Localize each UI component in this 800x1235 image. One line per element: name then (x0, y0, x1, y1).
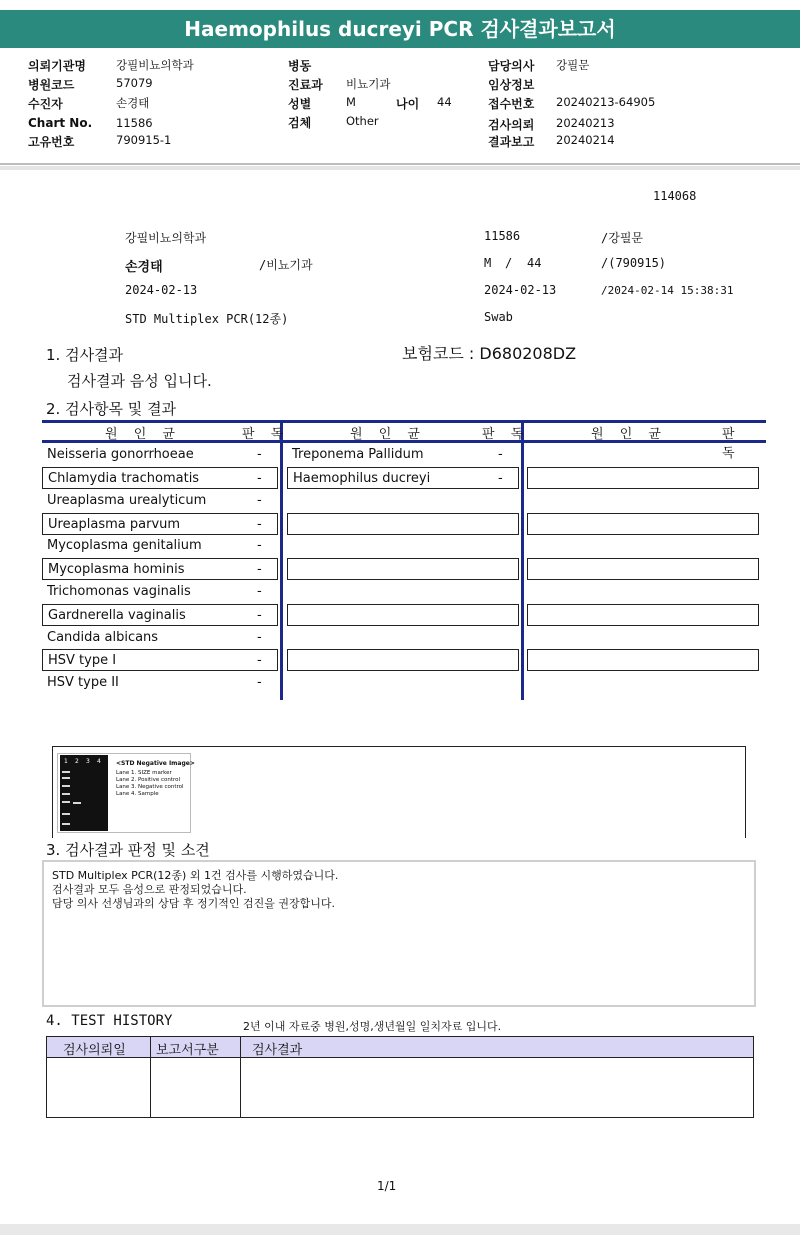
organism-name: Neisseria gonorrhoeae (47, 447, 194, 462)
organism-name: Chlamydia trachomatis (48, 471, 200, 486)
judgement: - (257, 493, 262, 508)
gel-caption-line: Lane 3. Negative control (116, 784, 184, 790)
judgement: - (257, 630, 262, 645)
organism-name: Mycoplasma genitalium (47, 538, 202, 553)
table-row (42, 672, 278, 694)
judgement: - (498, 471, 503, 486)
section1-result: 검사결과 음성 입니다. (67, 372, 212, 390)
organism-name: Mycoplasma hominis (48, 562, 185, 577)
table-row (42, 581, 278, 603)
col-judgement-header: 판 독 (722, 427, 741, 461)
organism-name: HSV type II (47, 675, 119, 690)
table-row (42, 535, 278, 557)
organism-name: HSV type I (48, 653, 117, 668)
gel-caption (116, 760, 195, 798)
marker-band (62, 823, 70, 825)
record-clinic: 강필비뇨의학과 (125, 231, 207, 245)
organism-name: Ureaplasma parvum (48, 517, 181, 532)
organism-name: Haemophilus ducreyi (293, 471, 431, 486)
info-value: 20240214 (556, 133, 615, 147)
lane-number: 4 (97, 758, 101, 765)
info-value: 손경태 (116, 96, 150, 110)
col-judgement-header: 판 독 (242, 427, 290, 442)
info-value: 비뇨기과 (346, 77, 391, 91)
record-doctor: /강필문 (601, 231, 644, 245)
section2-heading: 2. 검사항목 및 결과 (46, 400, 177, 418)
record-sex: M (484, 256, 492, 270)
history-note: 2년 이내 자료중 병원,성명,생년월일 일치자료 입니다. (243, 1020, 502, 1033)
col-organism-header: 원 인 균 (350, 427, 426, 442)
section1-heading: 1. 검사결과 (46, 346, 124, 364)
record-id: 114068 (653, 189, 697, 203)
patient-info-block (0, 54, 800, 164)
opinion-line: 담당 의사 선생님과의 상담 후 정기적인 검진을 권장합니다. (52, 897, 335, 910)
info-label: 검체 (288, 116, 312, 130)
judgement: - (498, 447, 503, 462)
divider (0, 166, 800, 170)
info-value: 강필비뇨의학과 (116, 58, 194, 72)
table-row (287, 444, 519, 466)
table-row (42, 649, 278, 671)
empty-cell (287, 649, 519, 671)
organism-name: Gardnerella vaginalis (48, 608, 186, 623)
record-chart: 11586 (484, 229, 521, 243)
col-organism-header: 원 인 균 (105, 427, 181, 442)
info-value: Other (346, 114, 379, 128)
info-label: 수진자 (28, 97, 63, 111)
empty-cell (287, 513, 519, 535)
gel-caption-title: <STD Negative Image> (116, 760, 195, 767)
empty-cell (527, 467, 759, 489)
table-row (42, 490, 278, 512)
info-label: 병원코드 (28, 78, 75, 92)
info-value: 강필문 (556, 58, 590, 72)
info-label: 결과보고 (488, 135, 535, 149)
results-table (42, 420, 766, 700)
marker-band (62, 785, 70, 787)
judgement: - (257, 538, 262, 553)
section3-heading: 3. 검사결과 판정 및 소견 (46, 841, 210, 859)
age-value: 44 (437, 95, 452, 109)
col-organism-header: 원 인 균 (591, 427, 667, 442)
empty-cell (527, 649, 759, 671)
info-value: 20240213 (556, 116, 615, 130)
table-row (42, 604, 278, 626)
control-band (73, 802, 81, 804)
judgement: - (257, 517, 262, 532)
age-label: 나이 (396, 97, 420, 111)
page-footer-band (0, 1224, 800, 1235)
lane-number: 3 (86, 758, 90, 765)
organism-name: Trichomonas vaginalis (47, 584, 191, 599)
history-table (46, 1036, 754, 1118)
empty-cell (287, 558, 519, 580)
record-specimen: Swab (484, 310, 513, 324)
info-label: Chart No. (28, 116, 93, 130)
gel-caption-line: Lane 4. Sample (116, 791, 159, 797)
opinion-line: STD Multiplex PCR(12종) 외 1건 검사를 시행하였습니다. (52, 869, 339, 882)
record-report-time: /2024-02-14 15:38:31 (601, 284, 734, 297)
record-test-name: STD Multiplex PCR(12종) (125, 312, 289, 326)
lane-number: 2 (75, 758, 79, 765)
marker-band (62, 813, 70, 815)
empty-cell (527, 558, 759, 580)
record-request-date: 2024-02-13 (125, 283, 198, 297)
judgement: - (257, 653, 262, 668)
organism-name: Treponema Pallidum (292, 447, 424, 462)
record-receive-date: 2024-02-13 (484, 283, 557, 297)
table-row (287, 467, 519, 489)
organism-name: Candida albicans (47, 630, 159, 645)
gel-caption-line: Lane 1. SIZE marker (116, 770, 172, 776)
page-number: 1/1 (377, 1179, 397, 1193)
table-row (42, 444, 278, 466)
record-slash: / (505, 256, 513, 270)
marker-band (62, 777, 70, 779)
info-label: 성별 (288, 97, 312, 111)
insurance-code: 보험코드 : D680208DZ (402, 344, 577, 363)
divider (0, 163, 800, 165)
table-row (42, 627, 278, 649)
col-judgement-header: 판 독 (482, 427, 530, 442)
gel-caption-line: Lane 2. Positive control (116, 777, 181, 783)
judgement: - (257, 562, 262, 577)
info-label: 임상정보 (488, 78, 535, 92)
record-birth: /(790915) (601, 256, 667, 270)
info-label: 고유번호 (28, 135, 75, 149)
table-row (42, 558, 278, 580)
organism-name: Ureaplasma urealyticum (47, 493, 207, 508)
info-label: 검사의뢰 (488, 118, 535, 132)
info-label: 진료과 (288, 78, 323, 92)
empty-cell (527, 604, 759, 626)
empty-cell (287, 604, 519, 626)
info-value: 57079 (116, 76, 153, 90)
info-label: 의뢰기관명 (28, 59, 86, 73)
opinion-box (42, 860, 756, 1007)
judgement: - (257, 584, 262, 599)
history-col-header: 검사결과 (252, 1043, 303, 1058)
marker-band (62, 793, 70, 795)
info-value: 790915-1 (116, 133, 172, 147)
section4-heading: 4. TEST HISTORY (46, 1013, 173, 1029)
record-age: 44 (527, 256, 542, 270)
info-value: M (346, 95, 356, 109)
history-col-header: 보고서구분 (156, 1043, 219, 1058)
info-label: 접수번호 (488, 97, 535, 111)
judgement: - (257, 447, 262, 462)
empty-cell (527, 513, 759, 535)
info-value: 11586 (116, 116, 153, 130)
record-patient: 손경태 (125, 260, 163, 275)
table-row (42, 467, 278, 489)
opinion-line: 검사결과 모두 음성으로 판정되었습니다. (52, 883, 247, 896)
info-label: 병동 (288, 59, 312, 73)
judgement: - (257, 471, 262, 486)
judgement: - (257, 608, 262, 623)
info-value: 20240213-64905 (556, 95, 656, 109)
table-row (42, 513, 278, 535)
lane-number: 1 (64, 758, 68, 765)
gel-image (60, 755, 108, 831)
history-col-header: 검사의뢰일 (63, 1043, 126, 1058)
marker-band (62, 771, 70, 773)
judgement: - (257, 675, 262, 690)
marker-band (62, 801, 70, 803)
history-header (47, 1037, 753, 1058)
info-label: 담당의사 (488, 59, 535, 73)
report-title: Haemophilus ducreyi PCR 검사결과보고서 (0, 10, 800, 48)
record-dept: /비뇨기과 (259, 258, 313, 272)
